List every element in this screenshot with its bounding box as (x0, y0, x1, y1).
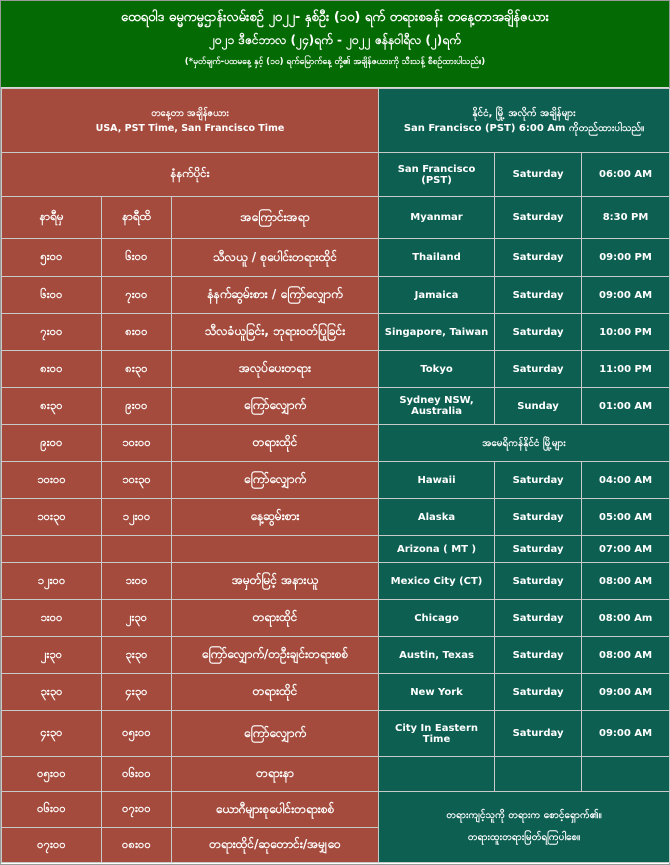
time-cell: 05:00 AM (582, 499, 670, 536)
from-cell: ၄း၃၀ (2, 711, 102, 757)
col-to-header: နာရီထိ (102, 197, 172, 239)
time-cell: 09:00 AM (582, 711, 670, 757)
time-cell (582, 757, 670, 792)
to-cell: ၁၀း၃၀ (102, 462, 172, 499)
time-cell: 09:00 PM (582, 239, 670, 277)
to-cell: ၃း၃၀ (102, 637, 172, 674)
time-cell: 04:00 AM (582, 462, 670, 499)
place-cell: Austin, Texas (379, 637, 495, 674)
from-cell: ၃း၃၀ (2, 674, 102, 711)
day-cell: Saturday (495, 197, 582, 239)
blessing-line-2: တရားထူးတရားမြတ်ရကြပါစေ။ (467, 832, 581, 843)
topic-cell: ကြော်လျှောက် (172, 388, 379, 425)
time-cell: 01:00 AM (582, 388, 670, 425)
day-cell: Saturday (495, 563, 582, 600)
place-cell: Alaska (379, 499, 495, 536)
day-cell (495, 757, 582, 792)
day-cell: Saturday (495, 351, 582, 388)
time-cell: 08:00 AM (582, 637, 670, 674)
day-cell: Saturday (495, 462, 582, 499)
from-cell: ၉း၀၀ (2, 425, 102, 462)
day-cell: Saturday (495, 711, 582, 757)
place-cell: Mexico City (CT) (379, 563, 495, 600)
from-cell: ၀၇း၀၀ (2, 828, 102, 863)
to-cell: ၁၀း၀၀ (102, 425, 172, 462)
to-cell: ၉း၀၀ (102, 388, 172, 425)
schedule-header (1, 1, 669, 88)
place-cell: Thailand (379, 239, 495, 277)
topic-cell (172, 536, 379, 563)
topic-cell: တရားထိုင် (172, 674, 379, 711)
day-cell: Saturday (495, 499, 582, 536)
to-cell: ၀၈း၀၀ (102, 828, 172, 863)
day-cell: Saturday (495, 674, 582, 711)
col-topic-header: အကြောင်းအရာ (172, 197, 379, 239)
from-cell: ၅း၀၀ (2, 239, 102, 277)
place-cell: Myanmar (379, 197, 495, 239)
from-cell: ၆း၀၀ (2, 277, 102, 314)
base-time: 06:00 AM (582, 153, 670, 197)
place-cell: Sydney NSW, Australia (379, 388, 495, 425)
from-cell: ၈း၀၀ (2, 351, 102, 388)
place-cell: Singapore, Taiwan (379, 314, 495, 351)
from-cell: ၀၅း၀၀ (2, 757, 102, 792)
to-cell: ၀၅း၀၀ (102, 711, 172, 757)
to-cell: ၆း၀၀ (102, 239, 172, 277)
morning-label: နံနက်ပိုင်း (2, 153, 379, 197)
base-day: Saturday (495, 153, 582, 197)
topic-cell: သီလခံယူခြင်း, ဘုရားဝတ်ပြုခြင်း (172, 314, 379, 351)
topic-cell: နေ့ဆွမ်းစား (172, 499, 379, 536)
to-cell: ၄း၃၀ (102, 674, 172, 711)
topic-cell: အလုပ်ပေးတရား (172, 351, 379, 388)
to-cell: ၀၆း၀၀ (102, 757, 172, 792)
place-cell: Arizona ( MT ) (379, 536, 495, 563)
time-cell: 10:00 PM (582, 314, 670, 351)
topic-cell: ကြော်လျှောက် (172, 462, 379, 499)
from-cell: ၀၆း၀၀ (2, 792, 102, 828)
time-cell: 09:00 AM (582, 277, 670, 314)
from-cell: ၁၂း၀၀ (2, 563, 102, 600)
right-subheading: San Francisco (PST) 6:00 Am ကိုတည်ထားပါသည်။ (403, 122, 645, 134)
left-subheading: USA, PST Time, San Francisco Time (95, 122, 285, 134)
place-cell: New York (379, 674, 495, 711)
schedule-table (1, 88, 670, 863)
topic-cell: တရားထိုင် (172, 425, 379, 462)
left-heading: တနေ့တာ အချိန်ဇယား (151, 107, 229, 119)
time-cell: 11:00 PM (582, 351, 670, 388)
from-cell (2, 536, 102, 563)
col-from-header: နာရီမှ (2, 197, 102, 239)
topic-cell: တရားထိုင် (172, 600, 379, 637)
topic-cell: နံနက်ဆွမ်းစား / ကြော်လျှောက် (172, 277, 379, 314)
blessing-line-1: တရားကျင့်သူကို တရားက စောင့်ရှောက်၏။ (446, 810, 602, 821)
day-cell: Sunday (495, 388, 582, 425)
time-cell: 08:00 Am (582, 600, 670, 637)
place-cell: City In Eastern Time (379, 711, 495, 757)
base-place: San Francisco (PST) (379, 153, 495, 197)
day-cell: Saturday (495, 536, 582, 563)
right-heading: နိုင်ငံ, မြို့ အလိုက် အချိန်များ (472, 107, 576, 119)
from-cell: ၁၀း၀၀ (2, 462, 102, 499)
topic-cell: အမှတ်မြင့် အနားယူ (172, 563, 379, 600)
from-cell: ၈း၃၀ (2, 388, 102, 425)
topic-cell: သီလယူ / စုပေါင်းတရားထိုင် (172, 239, 379, 277)
from-cell: ၂း၃၀ (2, 637, 102, 674)
topic-cell: တရားထိုင်/ဆုတောင်း/အမျှဝေ (172, 828, 379, 863)
usa-heading: အမေရိကန်နိုင်ငံ မြို့များ (379, 425, 670, 462)
left-heading-cell (2, 89, 379, 153)
closing-blessing (379, 792, 670, 863)
from-cell: ၇း၀၀ (2, 314, 102, 351)
to-cell: ၂း၃၀ (102, 600, 172, 637)
topic-cell: တရားနာ (172, 757, 379, 792)
time-cell: 09:00 AM (582, 674, 670, 711)
to-cell (102, 536, 172, 563)
topic-cell: ယောဂီများစုပေါင်းတရားစစ် (172, 792, 379, 828)
day-cell: Saturday (495, 239, 582, 277)
header-dates: ၂၀၂၁ ဒီဇင်ဘာလ (၂၄)ရက် - ၂၀၂၂ ဇန်နဝါရီလ (၂)ရက် (209, 33, 461, 47)
day-cell: Saturday (495, 600, 582, 637)
to-cell: ၁၂း၀၀ (102, 499, 172, 536)
to-cell: ၈း၀၀ (102, 314, 172, 351)
place-cell: Tokyo (379, 351, 495, 388)
place-cell (379, 757, 495, 792)
header-title: ထေရဝါဒ ဓမ္မကမ္မဌာန်းလမ်းစဉ် ၂၀၂၂- နှစ်ဦး (၁၀) ရက် တရားစခန်း တနေ့တာအချိန်ဇယား (120, 10, 549, 25)
to-cell: ၁း၀၀ (102, 563, 172, 600)
topic-cell: ကြော်လျှောက် (172, 711, 379, 757)
topic-cell: ကြော်လျှောက်/တဦးချင်းတရားစစ် (172, 637, 379, 674)
to-cell: ၈း၃၀ (102, 351, 172, 388)
day-cell: Saturday (495, 637, 582, 674)
day-cell: Saturday (495, 314, 582, 351)
place-cell: Hawaii (379, 462, 495, 499)
from-cell: ၁း၀၀ (2, 600, 102, 637)
to-cell: ၇း၀၀ (102, 277, 172, 314)
place-cell: Chicago (379, 600, 495, 637)
header-note: (*မှတ်ချက်-ပထမနေ့ နှင့် (၁၀) ရက်မြောက်နေ့ တို့၏ အချိန်ဇယားကို သီးသန့် စီစဉ်ထားပါသည်။) (184, 57, 486, 67)
place-cell: Jamaica (379, 277, 495, 314)
time-cell: 8:30 PM (582, 197, 670, 239)
time-cell: 08:00 AM (582, 563, 670, 600)
time-cell: 07:00 AM (582, 536, 670, 563)
day-cell: Saturday (495, 277, 582, 314)
from-cell: ၁၀း၃၀ (2, 499, 102, 536)
to-cell: ၀၇း၀၀ (102, 792, 172, 828)
right-heading-cell (379, 89, 670, 153)
